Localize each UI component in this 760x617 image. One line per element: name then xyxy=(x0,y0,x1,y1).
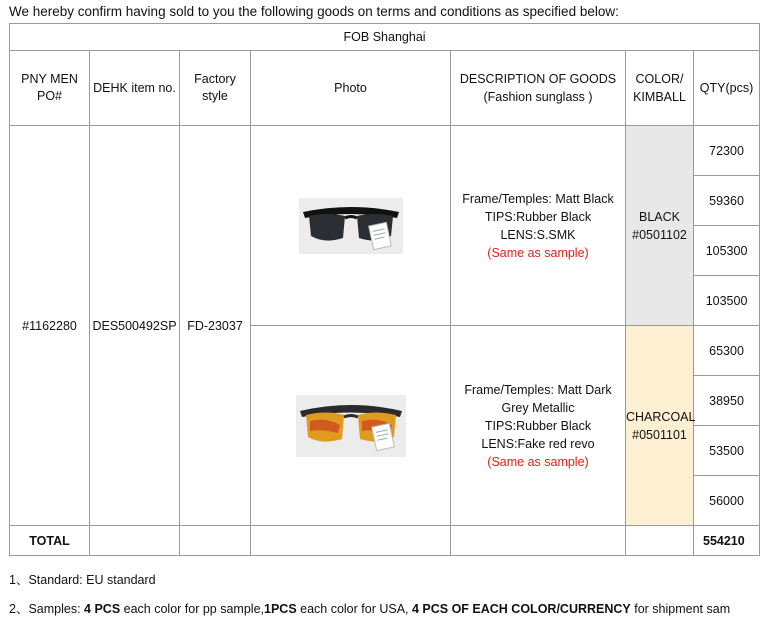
empty-cell xyxy=(180,526,251,556)
description-line: TIPS:Rubber Black xyxy=(484,209,592,224)
description-line: LENS:S.SMK xyxy=(500,227,576,242)
header-color xyxy=(626,51,694,126)
note-samples-qty1: 4 PCS xyxy=(80,602,121,616)
sunglasses-black-icon xyxy=(299,198,403,254)
intro-text: We hereby confirm having sold to you the following goods on terms and conditions as specified below: xyxy=(9,4,619,19)
note-samples-text2: each color for USA, xyxy=(296,602,412,616)
note-samples-prefix: 2、Samples: xyxy=(9,602,81,616)
description-line: Grey Metallic xyxy=(501,400,575,415)
empty-cell xyxy=(90,526,180,556)
color-code: #0501102 xyxy=(632,227,687,242)
qty-cell: 53500 xyxy=(694,426,760,476)
header-qty: QTY(pcs) xyxy=(694,51,760,126)
color-cell-black xyxy=(626,126,694,326)
header-color-line2: KIMBALL xyxy=(633,90,686,104)
color-cell-charcoal xyxy=(626,326,694,526)
color-name: CHARCOAL xyxy=(626,409,696,424)
item-cell: DES500492SP xyxy=(90,126,180,526)
qty-cell: 38950 xyxy=(694,376,760,426)
fob-header: FOB Shanghai xyxy=(10,24,760,51)
qty-cell: 59360 xyxy=(694,176,760,226)
description-line: TIPS:Rubber Black xyxy=(484,418,592,433)
header-color-line1: COLOR/ xyxy=(635,72,684,86)
note-standard-text: EU standard xyxy=(82,573,156,587)
total-label: TOTAL xyxy=(10,526,90,556)
note-standard-prefix: 1、Standard: xyxy=(9,573,83,587)
total-value: 554210 xyxy=(694,526,760,556)
note-samples-qty2: 1PCS xyxy=(264,602,297,616)
style-cell: FD-23037 xyxy=(180,126,251,526)
qty-cell: 65300 xyxy=(694,326,760,376)
description-line: LENS:Fake red revo xyxy=(481,436,595,451)
color-name: BLACK xyxy=(639,209,680,224)
po-cell: #1162280 xyxy=(10,126,90,526)
order-sheet xyxy=(9,23,754,556)
empty-cell xyxy=(626,526,694,556)
note-standard xyxy=(9,570,156,588)
photo-cell-charcoal xyxy=(251,326,451,526)
description-line: Frame/Temples: Matt Black xyxy=(462,191,614,206)
header-description-line1: DESCRIPTION OF GOODS xyxy=(459,72,617,86)
note-samples-text1: each color for pp sample, xyxy=(120,602,264,616)
description-line: Frame/Temples: Matt Dark xyxy=(464,382,612,397)
order-table xyxy=(9,23,760,556)
header-description xyxy=(451,51,626,126)
sunglasses-charcoal-icon xyxy=(296,395,406,457)
sunglasses-photo-charcoal xyxy=(251,395,450,457)
header-description-line2: (Fashion sunglass ) xyxy=(483,90,593,104)
photo-cell-black xyxy=(251,126,451,326)
empty-cell xyxy=(251,526,451,556)
empty-cell xyxy=(451,526,626,556)
sunglasses-photo-black xyxy=(251,198,450,254)
column-header-row xyxy=(10,51,760,126)
lens-left-black xyxy=(309,214,345,241)
description-cell-black xyxy=(451,126,626,326)
total-row xyxy=(10,526,760,556)
header-style: Factory style xyxy=(180,51,251,126)
note-samples xyxy=(9,599,730,617)
qty-cell: 72300 xyxy=(694,126,760,176)
header-photo: Photo xyxy=(251,51,451,126)
table-row xyxy=(10,126,760,176)
qty-cell: 105300 xyxy=(694,226,760,276)
qty-cell: 103500 xyxy=(694,276,760,326)
note-samples-qty3: 4 PCS OF EACH COLOR/CURRENCY xyxy=(411,602,631,616)
color-code: #0501101 xyxy=(632,427,687,442)
qty-cell: 56000 xyxy=(694,476,760,526)
description-cell-charcoal xyxy=(451,326,626,526)
header-item: DEHK item no. xyxy=(90,51,180,126)
note-samples-text3: for shipment sam xyxy=(630,602,731,616)
header-po: PNY MEN PO# xyxy=(10,51,90,126)
same-as-sample-note: (Same as sample) xyxy=(487,454,589,469)
same-as-sample-note: (Same as sample) xyxy=(487,245,589,260)
